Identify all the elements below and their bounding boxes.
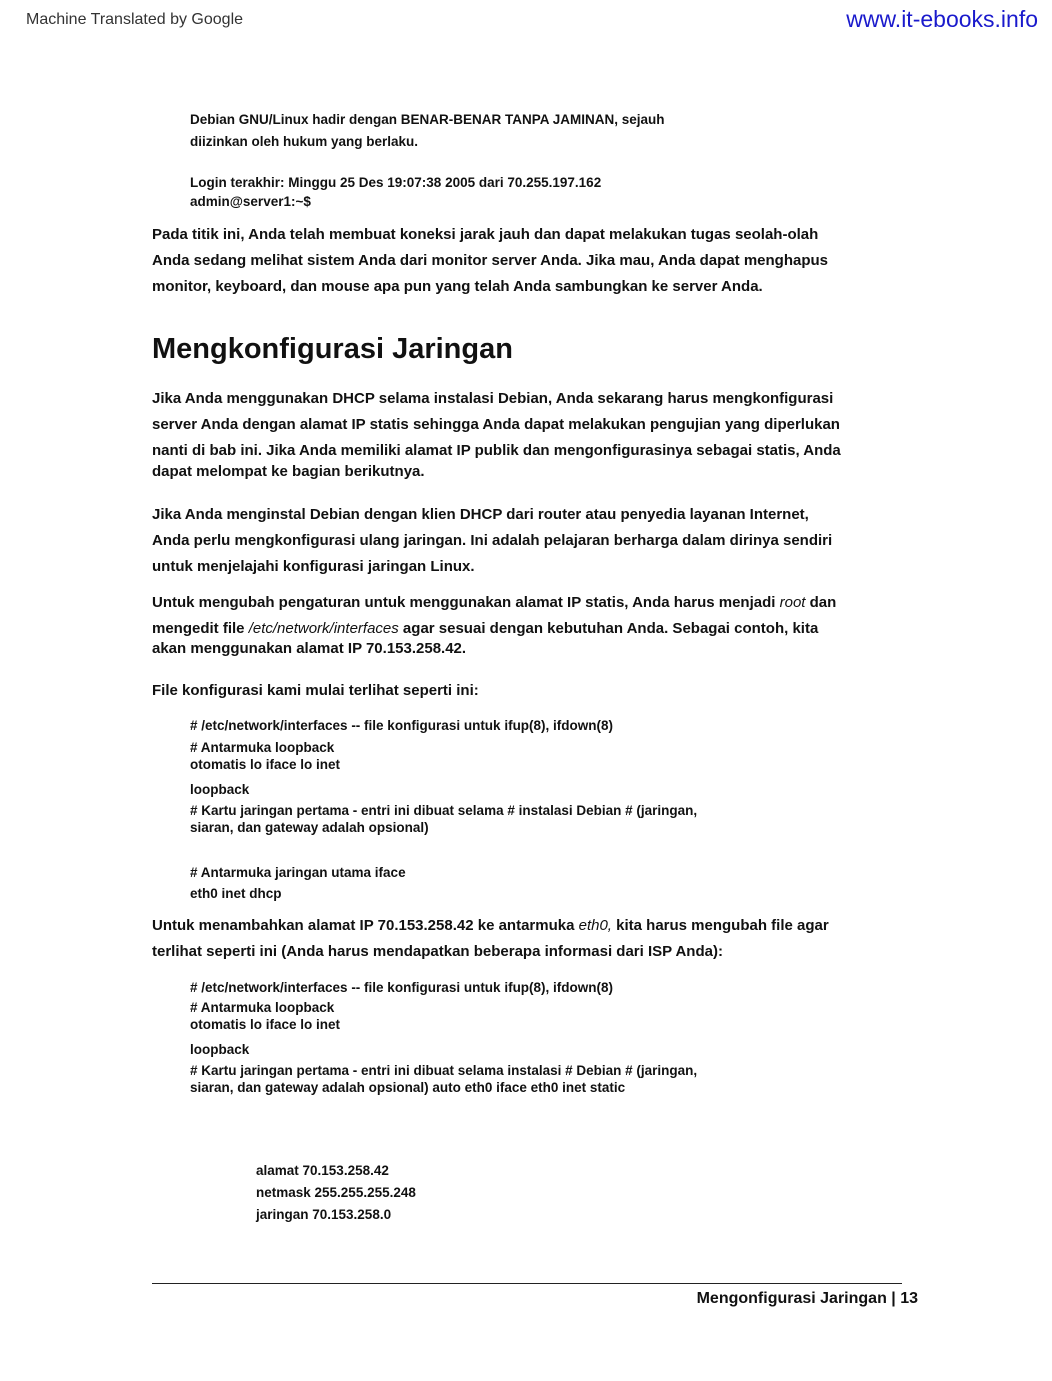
paragraph-line	[152, 590, 836, 615]
text-segment: agar sesuai dengan kebutuhan Anda. Sebagai contoh, kita	[398, 620, 819, 637]
terminal-line: admin@server1:~$	[190, 194, 311, 209]
code-line: alamat 70.153.258.42	[256, 1163, 389, 1178]
paragraph-line	[152, 913, 829, 938]
file-path: /etc/network/interfaces	[248, 620, 399, 637]
code-line: loopback	[190, 782, 250, 797]
root-term: root	[779, 594, 806, 611]
code-line: siaran, dan gateway adalah opsional) auto eth0 iface eth0 inet static	[190, 1080, 626, 1095]
site-link[interactable]: www.it-ebooks.info	[846, 6, 1038, 32]
text-segment: mengedit file	[152, 620, 249, 637]
paragraph-line: untuk menjelajahi konfigurasi jaringan Linux.	[152, 558, 475, 575]
paragraph-line: File konfigurasi kami mulai terlihat seperti ini:	[152, 682, 479, 699]
code-line: # /etc/network/interfaces -- file konfigurasi untuk ifup(8), ifdown(8)	[190, 718, 614, 733]
terminal-line: Debian GNU/Linux hadir dengan BENAR-BENAR TANPA JAMINAN, sejauh	[190, 112, 665, 127]
paragraph-line: Anda sedang melihat sistem Anda dari monitor server Anda. Jika mau, Anda dapat menghapus	[152, 252, 828, 269]
machine-translated-label: Machine Translated by Google	[26, 11, 244, 28]
paragraph-line: Jika Anda menggunakan DHCP selama instalasi Debian, Anda sekarang harus mengkonfigurasi	[152, 390, 834, 407]
paragraph-line: server Anda dengan alamat IP statis sehingga Anda dapat melakukan pengujian yang diperlukan	[152, 416, 840, 433]
code-line: jaringan 70.153.258.0	[256, 1207, 392, 1222]
code-line: # Antarmuka loopback	[190, 740, 335, 755]
paragraph-line: akan menggunakan alamat IP 70.153.258.42.	[152, 640, 467, 657]
code-line: otomatis lo iface lo inet	[190, 1017, 341, 1032]
text-segment: kita harus mengubah file agar	[611, 917, 829, 934]
terminal-line: diizinkan oleh hukum yang berlaku.	[190, 134, 419, 149]
paragraph-line: monitor, keyboard, dan mouse apa pun yang telah Anda sambungkan ke server Anda.	[152, 278, 763, 295]
paragraph-line: terlihat seperti ini (Anda harus mendapatkan beberapa informasi dari ISP Anda):	[152, 943, 723, 960]
code-line: netmask 255.255.255.248	[256, 1185, 416, 1200]
text-segment: Untuk menambahkan alamat IP 70.153.258.42 ke antarmuka	[152, 917, 579, 934]
code-line: siaran, dan gateway adalah opsional)	[190, 820, 429, 835]
text-segment: Untuk mengubah pengaturan untuk menggunakan alamat IP statis, Anda harus menjadi	[152, 594, 780, 611]
paragraph-line: Jika Anda menginstal Debian dengan klien DHCP dari router atau penyedia layanan Internet,	[152, 506, 809, 523]
code-line: # Antarmuka jaringan utama iface	[190, 865, 406, 880]
code-line: # Kartu jaringan pertama - entri ini dibuat selama instalasi # Debian # (jaringan,	[190, 1063, 698, 1078]
code-line: # Antarmuka loopback	[190, 1000, 335, 1015]
code-line: # /etc/network/interfaces -- file konfigurasi untuk ifup(8), ifdown(8)	[190, 980, 614, 995]
footer-rule	[152, 1283, 902, 1284]
code-line: loopback	[190, 1042, 250, 1057]
code-line: eth0 inet dhcp	[190, 886, 282, 901]
paragraph-line: nanti di bab ini. Jika Anda memiliki alamat IP publik dan mengonfigurasinya sebagai statis, Anda	[152, 442, 841, 459]
paragraph-line: dapat melompat ke bagian berikutnya.	[152, 463, 425, 480]
text-segment: dan	[805, 594, 837, 611]
terminal-line: Login terakhir: Minggu 25 Des 19:07:38 2005 dari 70.255.197.162	[190, 175, 602, 190]
section-title: Mengkonfigurasi Jaringan	[152, 333, 513, 365]
code-line: # Kartu jaringan pertama - entri ini dibuat selama # instalasi Debian # (jaringan,	[190, 803, 698, 818]
paragraph-line: Anda perlu mengkonfigurasi ulang jaringan. Ini adalah pelajaran berharga dalam dirinya sendiri	[152, 532, 833, 549]
interface-name: eth0,	[578, 917, 612, 934]
paragraph-line: Pada titik ini, Anda telah membuat koneksi jarak jauh dan dapat melakukan tugas seolah-olah	[152, 226, 819, 243]
page-footer: Mengonfigurasi Jaringan | 13	[696, 1290, 918, 1307]
code-line: otomatis lo iface lo inet	[190, 757, 341, 772]
